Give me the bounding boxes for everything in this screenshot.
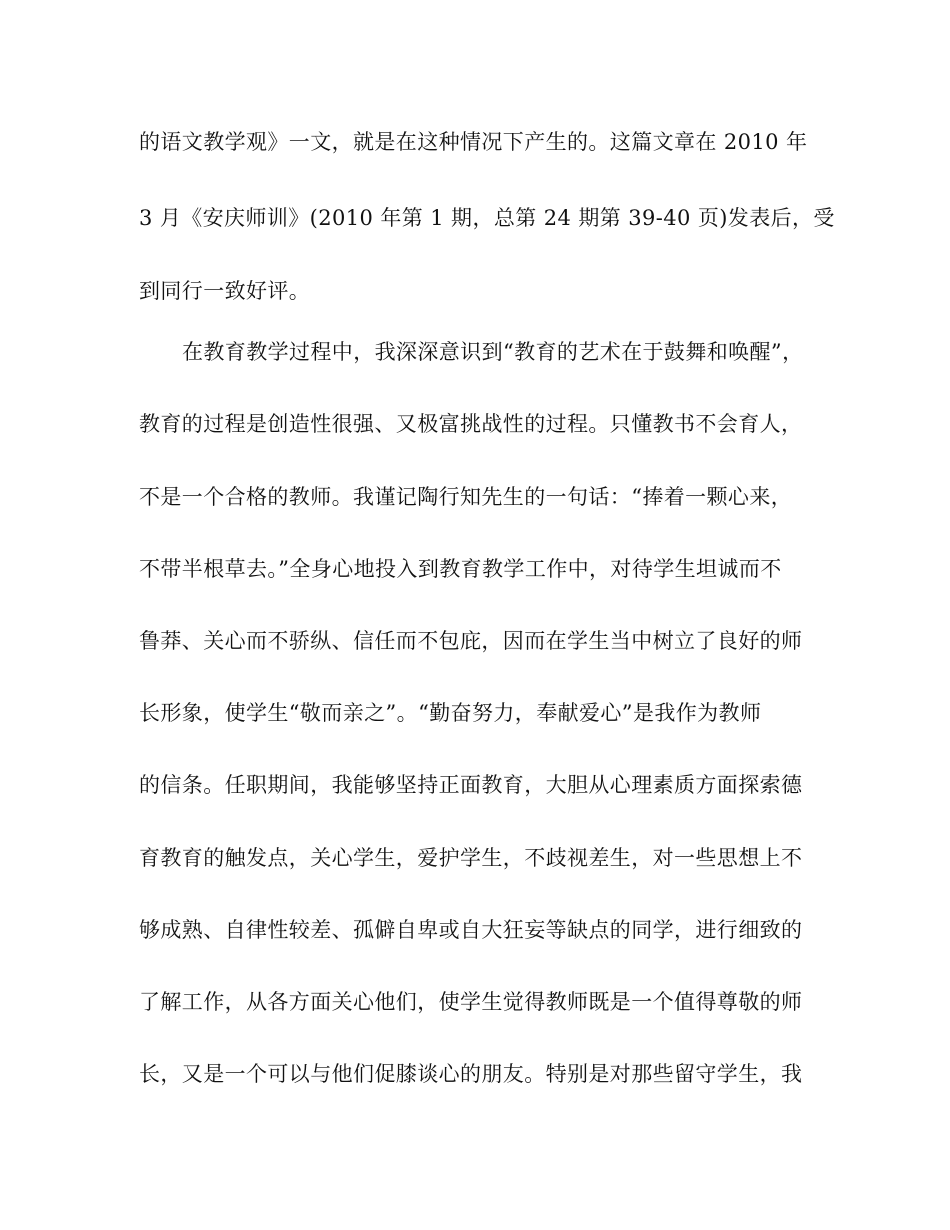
text-line: 的语文教学观》一文，就是在这种情况下产生的。这篇文章在 2010 年 <box>139 130 808 154</box>
text-line: 长，又是一个可以与他们促膝谈心的朋友。特别是对那些留守学生，我 <box>139 1062 803 1086</box>
text-line: 育教育的触发点，关心学生，爱护学生，不歧视差生，对一些思想上不 <box>139 846 803 870</box>
paragraph-first-line: 在教育教学过程中，我深深意识到“教育的艺术在于鼓舞和唤醒”， <box>182 340 804 364</box>
text-line: 到同行一致好评。 <box>139 279 311 303</box>
text-line: 了解工作，从各方面关心他们，使学生觉得教师既是一个值得尊敬的师 <box>139 990 803 1014</box>
text-line: 的信条。任职期间，我能够坚持正面教育，大胆从心理素质方面探索德 <box>139 773 803 797</box>
text-line: 够成熟、自律性较差、孤僻自卑或自大狂妄等缺点的同学，进行细致的 <box>139 918 803 942</box>
text-line: 不是一个合格的教师。我谨记陶行知先生的一句话：“捧着一颗心来， <box>139 485 793 509</box>
text-line: 不带半根草去。”全身心地投入到教育教学工作中，对待学生坦诚而不 <box>139 557 782 581</box>
text-line: 3 月《安庆师训》(2010 年第 1 期，总第 24 期第 39-40 页)发表后，受 <box>139 206 835 230</box>
text-line: 教育的过程是创造性很强、又极富挑战性的过程。只懂教书不会育人， <box>139 412 803 436</box>
text-line: 鲁莽、关心而不骄纵、信任而不包庇，因而在学生当中树立了良好的师 <box>139 629 803 653</box>
text-line: 长形象，使学生“敬而亲之”。“勤奋努力，奉献爱心”是我作为教师 <box>139 701 762 725</box>
